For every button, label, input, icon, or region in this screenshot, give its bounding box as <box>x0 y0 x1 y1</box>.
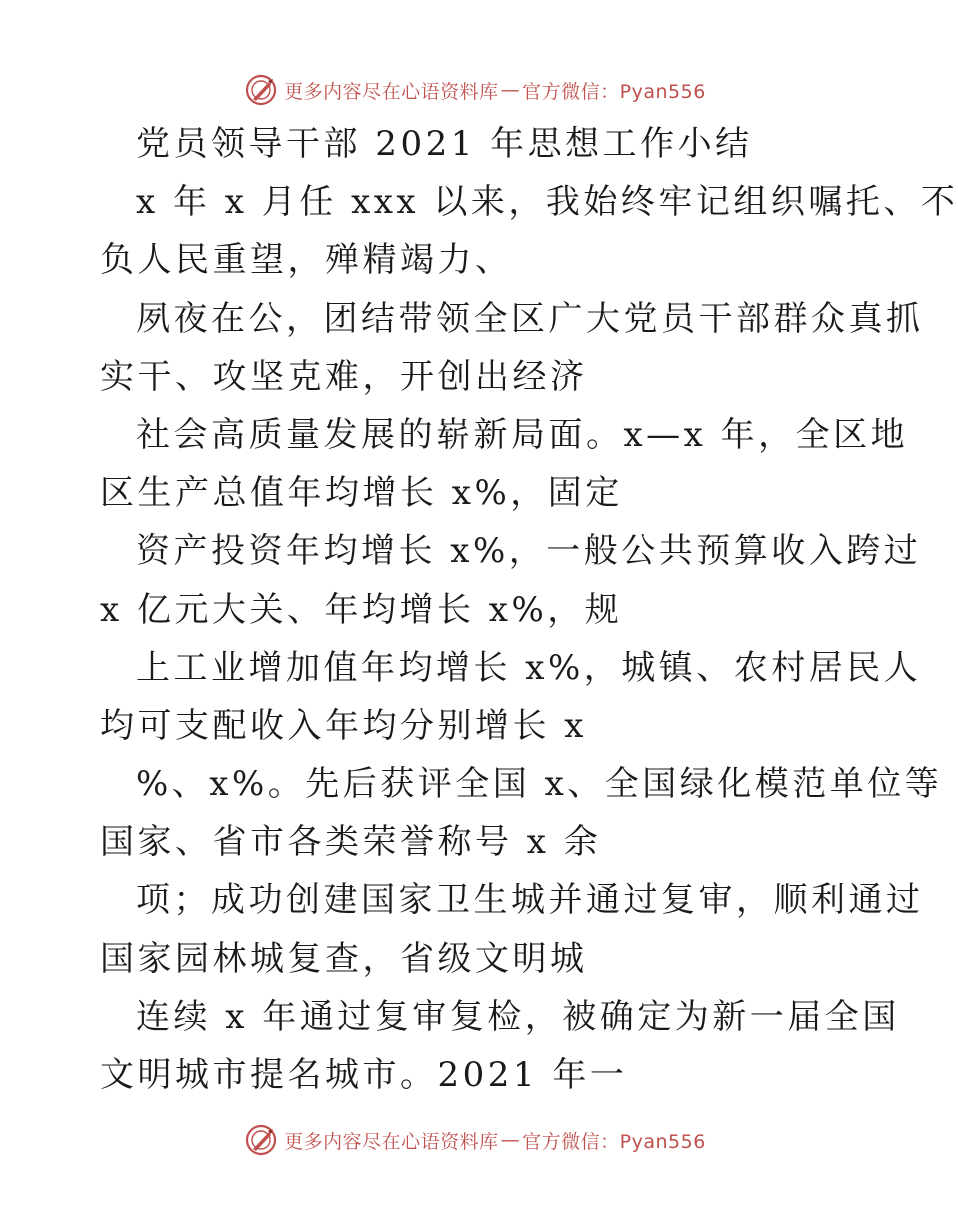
watermark-brand-text: 更多内容尽在心语资料库 <box>284 80 499 103</box>
text-line: 夙夜在公，团结带领全区广大党员干部群众真抓 <box>136 298 924 339</box>
text-line: 上工业增加值年均增长 x%，城镇、农村居民人 <box>136 647 922 688</box>
text-line: 国家园林城复查，省级文明城 <box>100 938 588 979</box>
text-line: 社会高质量发展的崭新局面。x—x 年，全区地 <box>136 414 909 455</box>
text-line: 连续 x 年通过复审复检，被确定为新一届全国 <box>136 996 900 1037</box>
text-line: 国家、省市各类荣誉称号 x 余 <box>100 822 602 863</box>
watermark-account-text: 官方微信：Pyan556 <box>522 1130 706 1153</box>
watermark-separator: — <box>500 1129 521 1151</box>
text-line: 实干、攻坚克难，开创出经济 <box>100 356 588 397</box>
watermark-banner-top <box>0 70 950 110</box>
document-title: 党员领导干部 2021 年思想工作小结 <box>136 124 753 164</box>
document-body <box>100 115 958 1104</box>
text-line: 文明城市提名城市。2021 年一 <box>100 1055 628 1095</box>
watermark-banner-bottom <box>0 1120 950 1160</box>
text-line: x 亿元大关、年均增长 x%，规 <box>100 589 623 630</box>
text-line: 项；成功创建国家卫生城并通过复审，顺利通过 <box>136 880 924 921</box>
text-line: 区生产总值年均增长 x%，固定 <box>100 473 623 514</box>
brand-logo-icon <box>244 73 278 107</box>
text-line: %、x%。先后获评全国 x、全国绿化模范单位等 <box>136 764 943 805</box>
text-line: 均可支配收入年均分别增长 x <box>100 705 587 746</box>
watermark-account-text: 官方微信：Pyan556 <box>522 80 706 103</box>
watermark-separator: — <box>500 79 521 101</box>
text-line: 负人民重望，殚精竭力、 <box>100 240 513 281</box>
watermark-brand-text: 更多内容尽在心语资料库 <box>284 1130 499 1153</box>
text-line: 资产投资年均增长 x%，一般公共预算收入跨过 <box>136 531 922 572</box>
text-line: x 年 x 月任 xxx 以来，我始终牢记组织嘱托、不 <box>136 182 958 223</box>
brand-logo-icon <box>244 1123 278 1157</box>
